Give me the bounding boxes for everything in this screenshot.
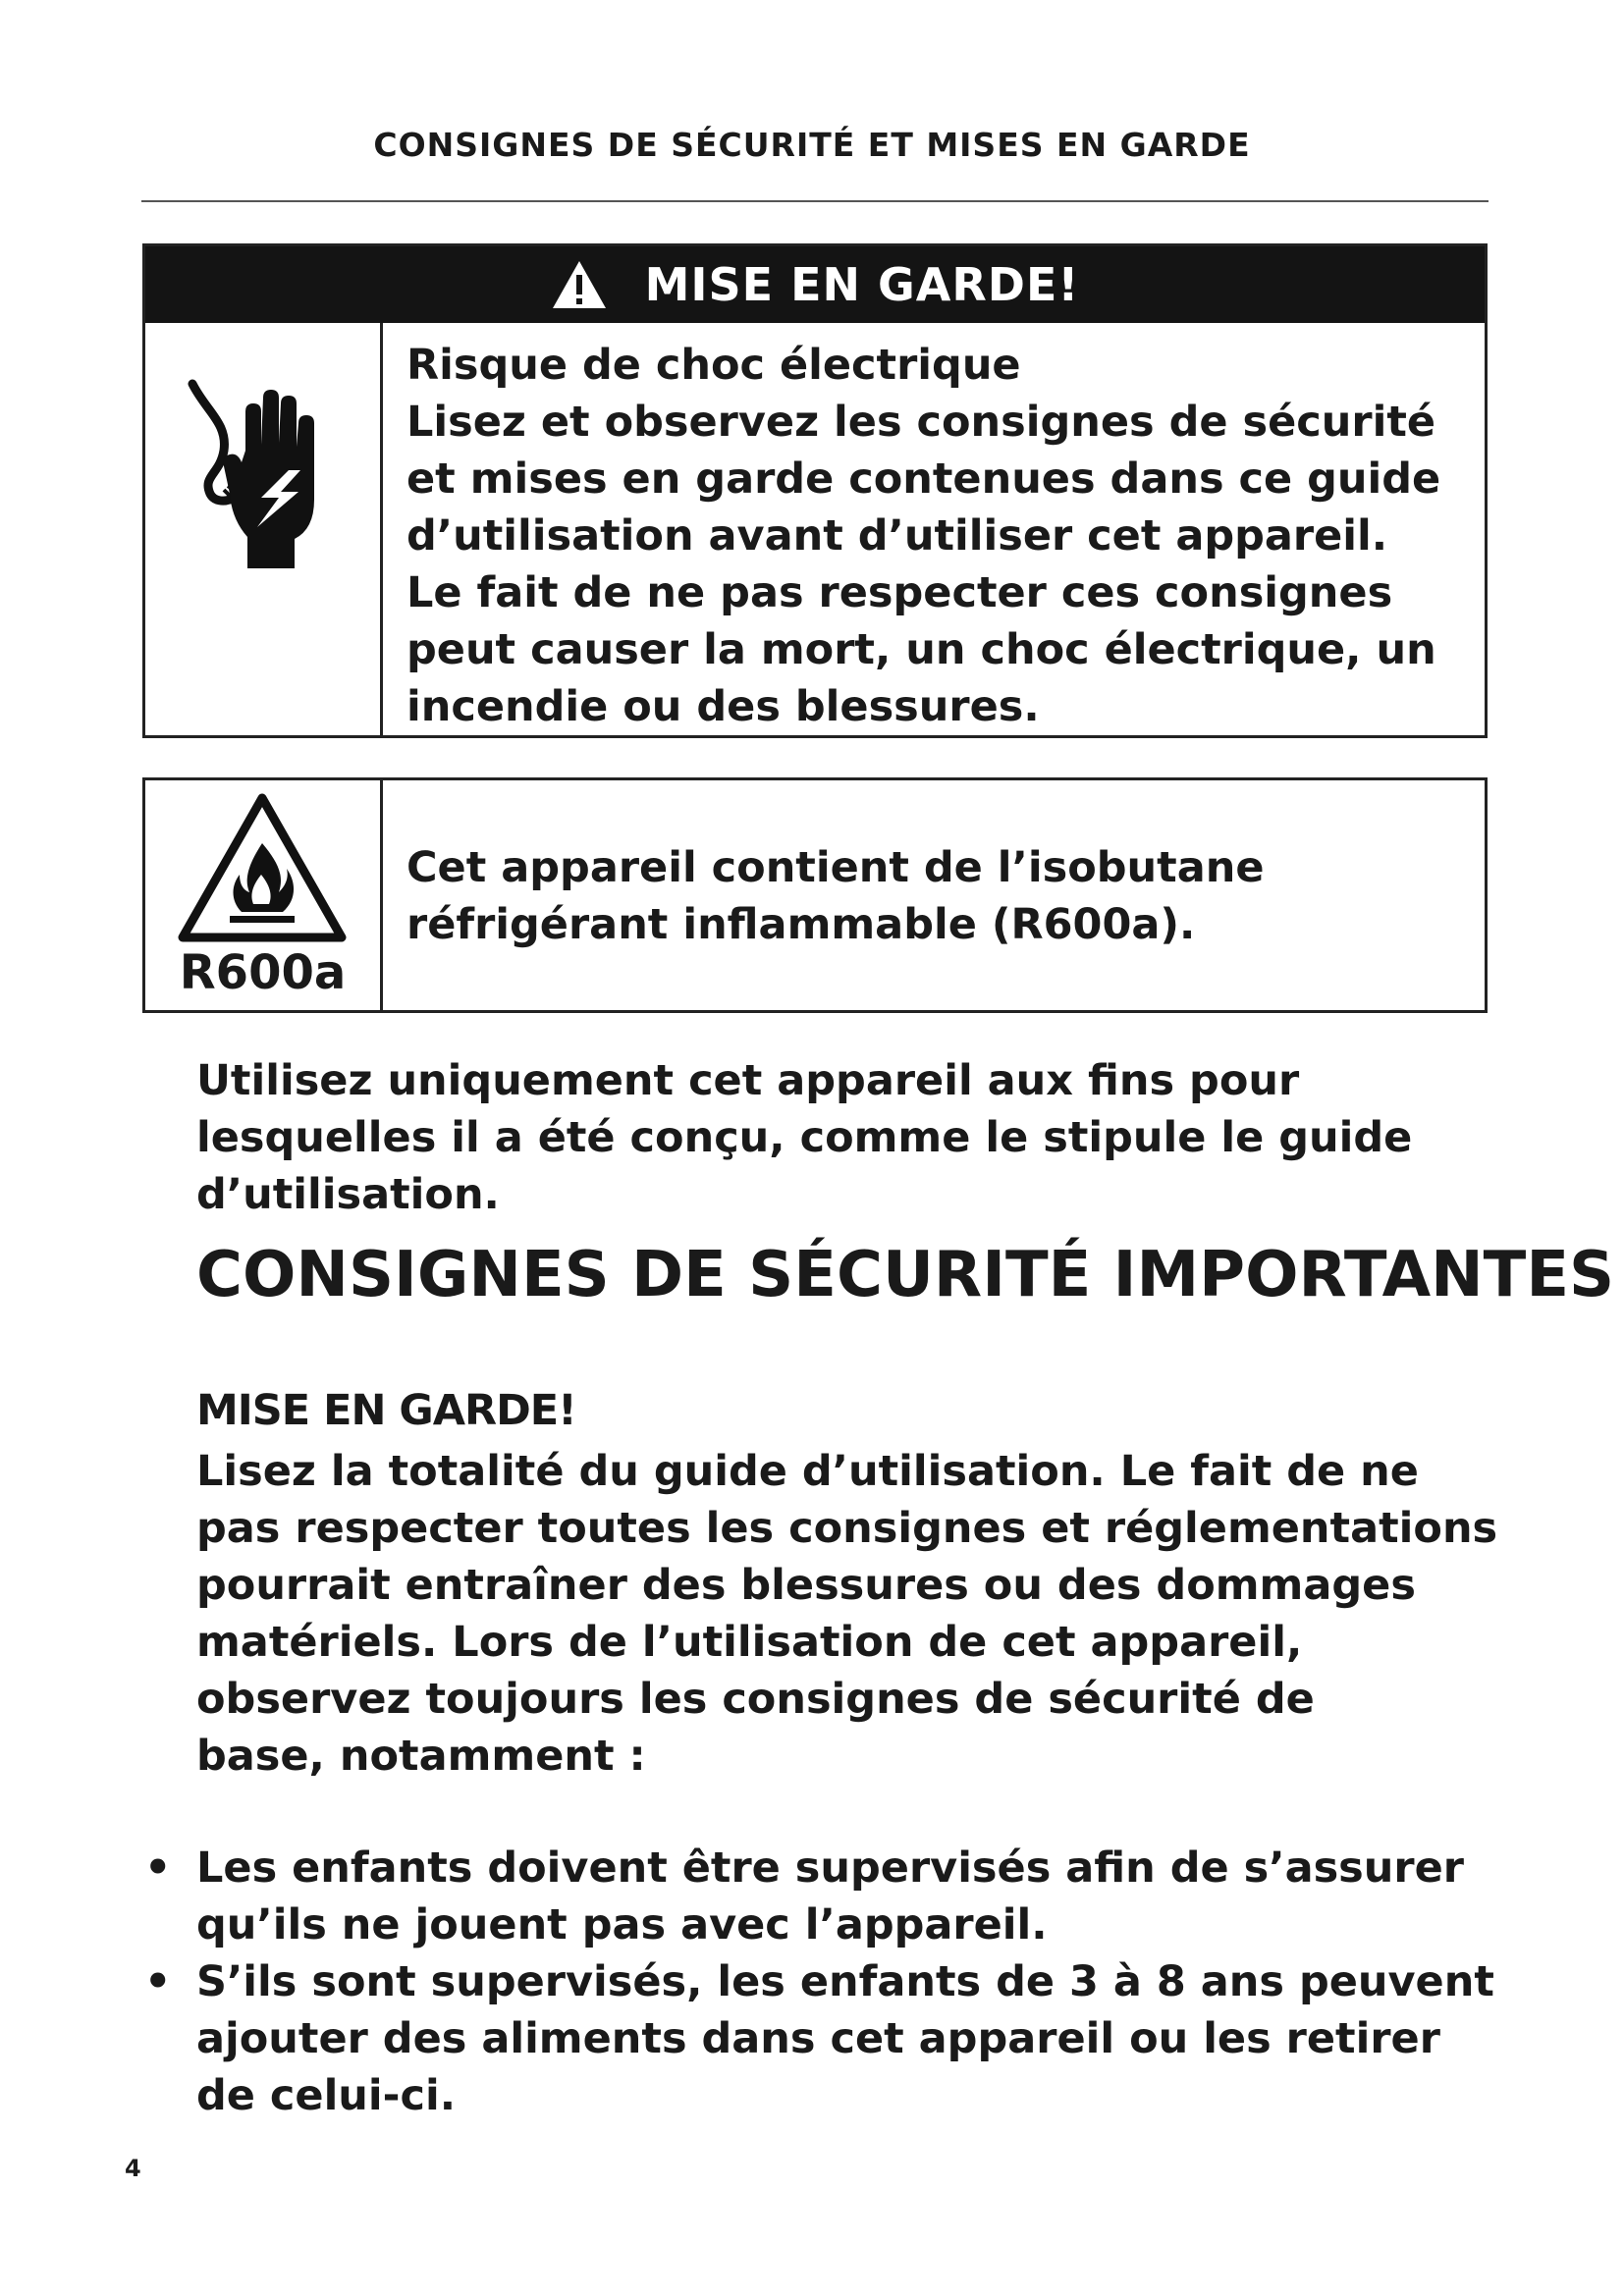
flammable-text	[406, 839, 1477, 953]
section-paragraph	[196, 1443, 1502, 1785]
intro-paragraph	[196, 1052, 1502, 1223]
warning-line: peut causer la mort, un choc électrique, un	[406, 625, 1436, 674]
section-line: pas respecter toutes les consignes et réglementations	[196, 1504, 1498, 1553]
warning-line: Lisez et observez les consignes de sécurité	[406, 398, 1436, 447]
bullet-line: ajouter des aliments dans cet appareil ou les retirer	[196, 2014, 1440, 2063]
section-line: observez toujours les consignes de sécurité de	[196, 1675, 1315, 1724]
section-subheading: MISE EN GARDE!	[196, 1386, 576, 1435]
flammable-icon-cell	[145, 780, 383, 1010]
flammable-triangle-icon	[175, 790, 350, 949]
bullet-line: qu’ils ne jouent pas avec l’appareil.	[196, 1900, 1048, 1949]
warning-line: et mises en garde contenues dans ce guide	[406, 454, 1441, 504]
bullet-line: Les enfants doivent être supervisés afin de s’assurer	[196, 1843, 1464, 1893]
warning-triangle-icon	[551, 259, 608, 310]
page-header: CONSIGNES DE SÉCURITÉ ET MISES EN GARDE	[373, 126, 1251, 164]
warning-text	[406, 337, 1477, 735]
warning-icon-cell	[145, 323, 383, 735]
section-heading: CONSIGNES DE SÉCURITÉ IMPORTANTES	[196, 1239, 1615, 1311]
intro-line: d’utilisation.	[196, 1170, 500, 1219]
bullet-line: de celui-ci.	[196, 2071, 457, 2120]
bullet-marker: •	[144, 1843, 172, 1893]
list-item	[142, 1840, 1497, 1953]
electric-shock-hand-icon	[185, 372, 342, 568]
intro-line: lesquelles il a été conçu, comme le stipule le guide	[196, 1113, 1413, 1162]
section-line: matériels. Lors de l’utilisation de cet appareil,	[196, 1618, 1303, 1667]
warning-line: Le fait de ne pas respecter ces consignes	[406, 568, 1393, 617]
bullet-marker: •	[144, 1957, 172, 2006]
section-line: pourrait entraîner des blessures ou des dommages	[196, 1561, 1416, 1610]
warning-line: d’utilisation avant d’utiliser cet appareil.	[406, 511, 1388, 561]
flammable-line: réfrigérant inflammable (R600a).	[406, 900, 1196, 949]
list-item	[142, 1953, 1497, 2124]
intro-line: Utilisez uniquement cet appareil aux fins pour	[196, 1056, 1300, 1105]
section-line: base, notamment :	[196, 1732, 646, 1781]
page-number: 4	[125, 2155, 141, 2182]
header-divider	[141, 200, 1489, 202]
warning-line: Risque de choc électrique	[406, 341, 1021, 390]
safety-bullet-list	[142, 1840, 1497, 2124]
flammable-refrigerant-box	[142, 777, 1488, 1013]
warning-title-bar	[145, 246, 1485, 323]
electric-shock-warning-box	[142, 243, 1488, 738]
bullet-line: S’ils sont supervisés, les enfants de 3 à 8 ans peuvent	[196, 1957, 1494, 2006]
flammable-line: Cet appareil contient de l’isobutane	[406, 843, 1265, 892]
refrigerant-code: R600a	[179, 945, 347, 1000]
warning-line: incendie ou des blessures.	[406, 682, 1040, 731]
warning-title: MISE EN GARDE!	[644, 258, 1080, 311]
section-line: Lisez la totalité du guide d’utilisation. Le fait de ne	[196, 1447, 1419, 1496]
